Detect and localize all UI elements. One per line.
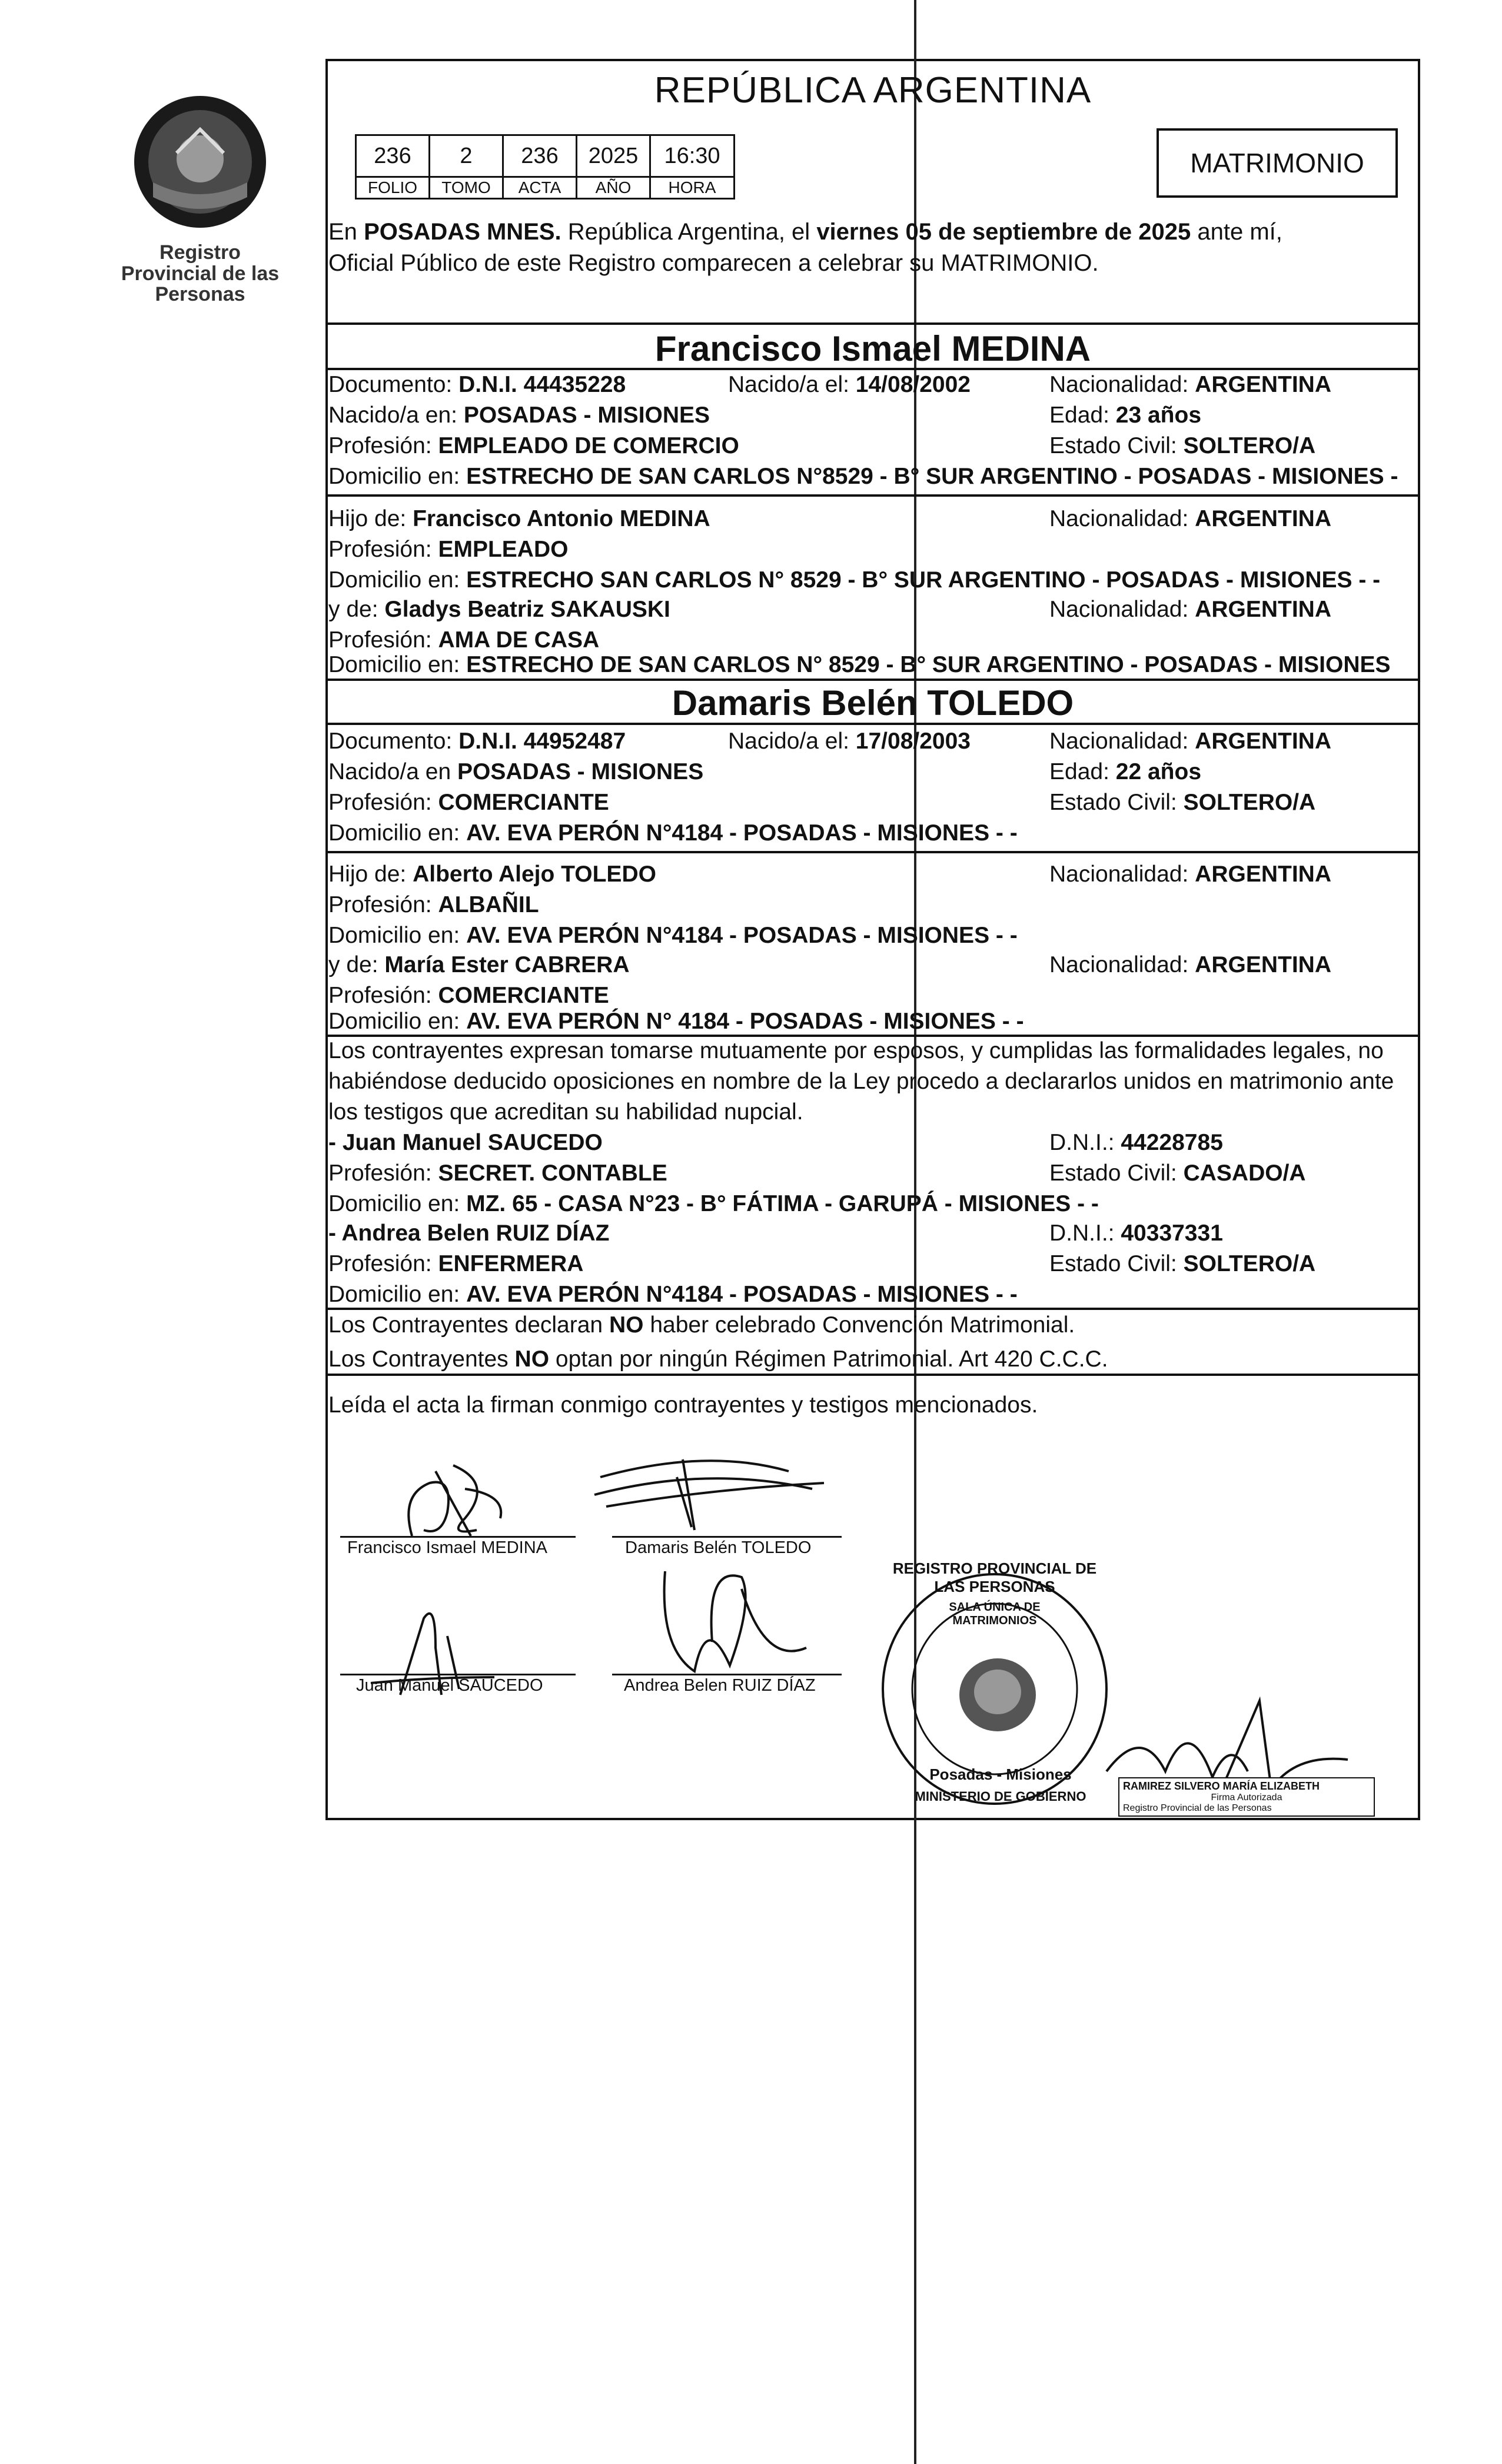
hora-value: 16:30: [650, 135, 735, 177]
groom-born: Nacido/a el: 14/08/2002: [728, 372, 971, 397]
stamp-ministry: MINISTERIO DE GOBIERNO: [915, 1789, 1086, 1804]
divider: [325, 368, 1420, 370]
declaration-line-1: Los contrayentes expresan tomarse mutuamente por esposos, y cumplidas las formalidades legales, no: [328, 1038, 1384, 1063]
witness-1-dni: D.N.I.: 44228785: [1049, 1130, 1223, 1155]
witness-2-name: - Andrea Belen RUIZ DÍAZ: [328, 1221, 610, 1246]
closing-text: Leída el acta la firman conmigo contrayentes y testigos mencionados.: [328, 1392, 1038, 1418]
groom-mother-profession: Profesión: AMA DE CASA: [328, 627, 600, 653]
witness-1-profession: Profesión: SECRET. CONTABLE: [328, 1160, 667, 1186]
witness-1-address: Domicilio en: MZ. 65 - CASA N°23 - B° FÁTIMA - GARUPÁ - MISIONES - -: [328, 1191, 1099, 1216]
bride-birthplace: Nacido/a en POSADAS - MISIONES: [328, 759, 704, 784]
bride-father: Hijo de: Alberto Alejo TOLEDO: [328, 862, 656, 887]
groom-father-nationality: Nacionalidad: ARGENTINA: [1049, 506, 1332, 531]
groom-mother: y de: Gladys Beatriz SAKAUSKI: [328, 597, 670, 622]
signature-line: [612, 1674, 842, 1675]
bride-mother: y de: María Ester CABRERA: [328, 952, 630, 977]
signature-line: [340, 1536, 576, 1538]
groom-signature-caption: Francisco Ismael MEDINA: [347, 1538, 548, 1557]
witness-2-civil-status: Estado Civil: SOLTERO/A: [1049, 1251, 1316, 1276]
groom-father: Hijo de: Francisco Antonio MEDINA: [328, 506, 710, 531]
witness-2-address: Domicilio en: AV. EVA PERÓN N°4184 - POSADAS - MISIONES - -: [328, 1282, 1018, 1307]
groom-civil-status: Estado Civil: SOLTERO/A: [1049, 433, 1316, 458]
intro-line-2: Oficial Público de este Registro comparecen a celebrar su MATRIMONIO.: [328, 250, 1099, 276]
bride-father-address: Domicilio en: AV. EVA PERÓN N°4184 - POSADAS - MISIONES - -: [328, 923, 1018, 948]
officer-stamp: [1118, 1777, 1375, 1817]
tomo-value: 2: [430, 135, 503, 177]
acta-value: 236: [503, 135, 577, 177]
divider: [325, 679, 1420, 681]
signature-line: [340, 1674, 576, 1675]
bride-age: Edad: 22 años: [1049, 759, 1202, 784]
officer-name: RAMIREZ SILVERO MARÍA ELIZABETH: [1123, 1780, 1320, 1792]
bride-mother-address: Domicilio en: AV. EVA PERÓN N° 4184 - POSADAS - MISIONES - -: [328, 1009, 1024, 1034]
intro-place: POSADAS MNES.: [364, 219, 561, 245]
page-title: REPÚBLICA ARGENTINA: [654, 70, 1092, 111]
groom-father-profession: Profesión: EMPLEADO: [328, 537, 569, 562]
groom-signature: [377, 1448, 530, 1548]
groom-profession: Profesión: EMPLEADO DE COMERCIO: [328, 433, 739, 458]
bride-mother-profession: Profesión: COMERCIANTE: [328, 983, 609, 1008]
bride-father-nationality: Nacionalidad: ARGENTINA: [1049, 862, 1332, 887]
stamp-bottom-text: Posadas - Misiones: [929, 1765, 1072, 1783]
witness-2-profession: Profesión: ENFERMERA: [328, 1251, 584, 1276]
groom-doc: Documento: D.N.I. 44435228: [328, 372, 626, 397]
divider: [325, 851, 1420, 853]
bride-name: Damaris Belén TOLEDO: [672, 683, 1074, 723]
registry-logo-text: Registro Provincial de las Personas: [121, 241, 280, 306]
divider: [325, 723, 1420, 725]
groom-age: Edad: 23 años: [1049, 403, 1202, 428]
folio-label: FOLIO: [356, 177, 430, 199]
groom-name: Francisco Ismael MEDINA: [654, 329, 1091, 368]
witness-2-dni: D.N.I.: 40337331: [1049, 1221, 1223, 1246]
intro-line-1: En POSADAS MNES. República Argentina, el viernes 05 de septiembre de 2025 ante mí,: [328, 219, 1282, 245]
groom-address: Domicilio en: ESTRECHO DE SAN CARLOS N°8529 - B° SUR ARGENTINO - POSADAS - MISIONES -: [328, 464, 1398, 489]
act-type-box: MATRIMONIO: [1157, 128, 1398, 198]
hora-label: HORA: [650, 177, 735, 199]
witness-1-civil-status: Estado Civil: CASADO/A: [1049, 1160, 1306, 1186]
bride-profession: Profesión: COMERCIANTE: [328, 790, 609, 815]
witness-2-signature-caption: Andrea Belen RUIZ DÍAZ: [624, 1676, 816, 1695]
province-seal-icon: [112, 88, 288, 241]
bride-mother-nationality: Nacionalidad: ARGENTINA: [1049, 952, 1332, 977]
officer-office: Registro Provincial de las Personas: [1123, 1803, 1272, 1813]
folio-value: 236: [356, 135, 430, 177]
tomo-label: TOMO: [430, 177, 503, 199]
divider: [325, 1308, 1420, 1310]
divider: [325, 1374, 1420, 1376]
divider: [325, 1035, 1420, 1037]
anio-label: AÑO: [577, 177, 650, 199]
intro-date: viernes 05 de septiembre de 2025: [816, 219, 1191, 245]
bride-father-profession: Profesión: ALBAÑIL: [328, 892, 539, 917]
signature-line: [612, 1536, 842, 1538]
groom-birthplace: Nacido/a en: POSADAS - MISIONES: [328, 403, 710, 428]
stamp-inner-text: SALA ÚNICA DE MATRIMONIOS: [949, 1601, 1041, 1627]
divider: [325, 494, 1420, 497]
divider: [325, 322, 1420, 325]
bride-nationality: Nacionalidad: ARGENTINA: [1049, 729, 1332, 754]
officer-role: Firma Autorizada: [1211, 1793, 1282, 1803]
registry-logo: [112, 88, 288, 306]
groom-nationality: Nacionalidad: ARGENTINA: [1049, 372, 1332, 397]
bride-signature: [589, 1442, 836, 1536]
bride-born: Nacido/a el: 17/08/2003: [728, 729, 971, 754]
bride-address: Domicilio en: AV. EVA PERÓN N°4184 - POSADAS - MISIONES - -: [328, 820, 1018, 846]
acta-label: ACTA: [503, 177, 577, 199]
groom-father-address: Domicilio en: ESTRECHO SAN CARLOS N° 8529 - B° SUR ARGENTINO - POSADAS - MISIONES - -: [328, 567, 1381, 593]
witness-1-name: - Juan Manuel SAUCEDO: [328, 1130, 603, 1155]
convention-line-1: Los Contrayentes declaran NO haber celebrado Convención Matrimonial.: [328, 1312, 1075, 1338]
groom-mother-nationality: Nacionalidad: ARGENTINA: [1049, 597, 1332, 622]
declaration-line-2: habiéndose deducido oposiciones en nombre de la Ley procedo a declararlos unidos en matrimonio ante: [328, 1069, 1394, 1094]
convention-line-2: Los Contrayentes NO optan por ningún Régimen Patrimonial. Art 420 C.C.C.: [328, 1346, 1108, 1372]
bride-signature-caption: Damaris Belén TOLEDO: [625, 1538, 812, 1557]
registry-table: [355, 134, 735, 199]
anio-value: 2025: [577, 135, 650, 177]
stamp-outer-text: REGISTRO PROVINCIAL DE LAS PERSONAS: [892, 1559, 1097, 1595]
groom-mother-address: Domicilio en: ESTRECHO DE SAN CARLOS N° 8529 - B° SUR ARGENTINO - POSADAS - MISIONES: [328, 652, 1391, 677]
witness-1-signature-caption: Juan Manuel SAUCEDO: [356, 1676, 543, 1695]
bride-doc: Documento: D.N.I. 44952487: [328, 729, 626, 754]
bride-civil-status: Estado Civil: SOLTERO/A: [1049, 790, 1316, 815]
declaration-line-3: los testigos que acreditan su habilidad nupcial.: [328, 1099, 803, 1125]
